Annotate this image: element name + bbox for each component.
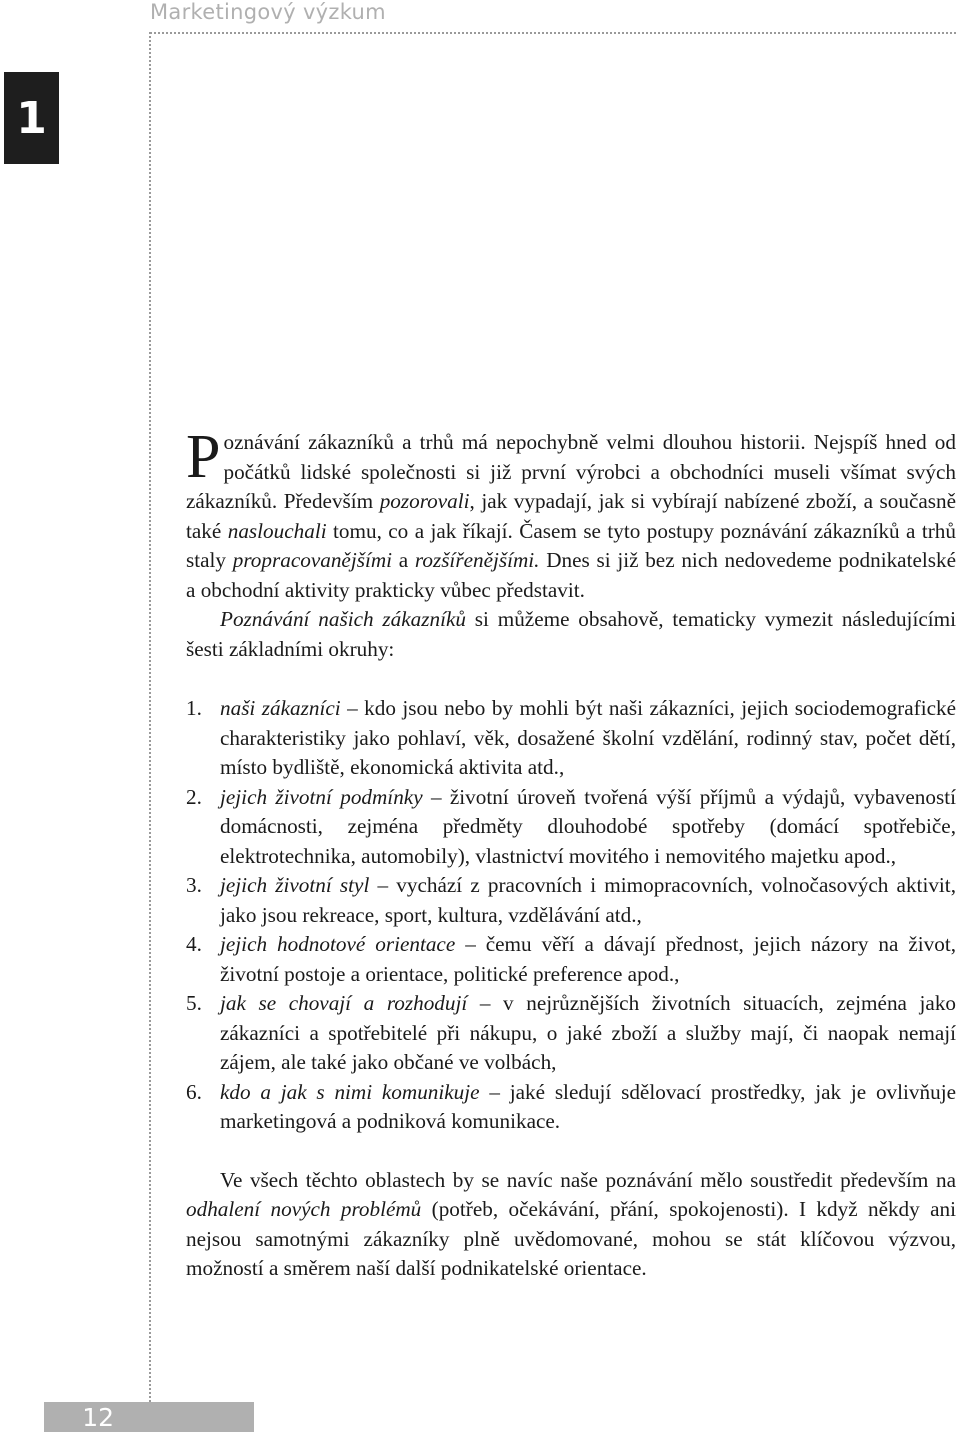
text-run: , jak vypadají, jak si vybírají nabízené zboží, a současně také [186, 489, 957, 543]
list-term: kdo a jak s nimi komunikuje [220, 1079, 480, 1104]
closing-paragraph [186, 1166, 956, 1284]
list-item [186, 783, 956, 872]
list-item [186, 871, 956, 930]
emphasis: propracovanějšími [232, 548, 393, 572]
text-run: oznávání zákazníků a trhů má nepochybně velmi dlouhou historii. Nejspíš hned od počátků lidské společnosti si již první výrobci a obchodníci museli všímat svých zákazníků. Především [186, 430, 956, 513]
emphasis: pozorovali [379, 489, 470, 513]
text-run: Ve všech těchto oblastech by se navíc naše poznávání mělo soustředit především na [220, 1167, 956, 1192]
list-item [186, 989, 956, 1078]
text-run: (potřeb, očekávání, přání, spokojenosti). I když někdy ani nejsou samotnými zákazníky plně uvědomované, mohou se stát klíčovou výzvou, možností a směrem naší další podnikatelské orientace. [186, 1197, 956, 1280]
topics-lead-paragraph [186, 605, 956, 664]
page-number-bar [44, 1402, 254, 1432]
list-number: 1. [186, 696, 202, 720]
text-run: Dnes si již bez nich nedovedeme podnikatelské a obchodní aktivity prakticky vůbec představit. [186, 548, 957, 602]
running-title: Marketingový výzkum [150, 0, 386, 24]
header-dotted-rule [150, 32, 956, 34]
list-term: jejich životní podmínky [220, 784, 423, 809]
emphasis: Poznávání našich zákazníků [220, 607, 466, 631]
list-term: jak se chovají a rozhodují [220, 991, 468, 1015]
list-item [186, 930, 956, 989]
list-text: – kdo jsou nebo by mohli být naši zákazníci, jejich sociodemografické charakteristiky jako pohlaví, věk, dosažené školní vzdělání, rodinný stav, počet dětí, místo bydliště, ekonomická aktivita atd., [220, 696, 956, 779]
list-term: jejich životní styl [220, 873, 370, 897]
list-number: 2. [186, 784, 202, 809]
list-text: – čemu věří a dávají přednost, jejich názory na život, životní postoje a orientace, politické preference apod., [220, 932, 956, 986]
list-number: 3. [186, 873, 202, 897]
list-term: naši zákazníci [220, 696, 341, 720]
list-term: jejich hodnotové orientace [220, 932, 456, 956]
list-item [186, 1078, 956, 1137]
list-text: – životní úroveň tvořená výší příjmů a výdajů, vybaveností domácnosti, zejména předměty dlouhodobé spotřeby (domácí spotřebiče, elektrotechnika, automobily), vlastnictví movitého i nemovitého majetku apod., [220, 784, 956, 868]
list-item [186, 694, 956, 783]
body-text [186, 423, 957, 1284]
list-text: – jaké sledují sdělovací prostředky, jak je ovlivňuje marketingová a podniková komunikace. [220, 1079, 956, 1133]
drop-cap: P [186, 423, 221, 491]
text-run: si můžeme obsahově, tematicky vymezit následujícími šesti základními okruhy: [186, 607, 956, 661]
page-number: 12 [82, 1403, 114, 1432]
list-number: 4. [186, 932, 202, 956]
intro-paragraph [186, 423, 957, 605]
chapter-number: 1 [16, 92, 47, 144]
emphasis: odhalení nových problémů [186, 1197, 422, 1221]
list-text: – v nejrůznějších životních situacích, zejména jako zákazníci a spotřebitelé při nákupu, o jaké zboží a služby mají, či naopak nemají zájem, ale také jako občané ve volbách, [220, 991, 957, 1074]
list-number: 5. [186, 991, 202, 1015]
list-text: – vychází z pracovních i mimopracovních, volnočasových aktivit, jako jsou rekreace, sport, kultura, vzdělávání atd., [220, 873, 956, 927]
chapter-marker [4, 72, 59, 164]
text-run: a [392, 548, 415, 572]
emphasis: rozšířenějšími. [414, 548, 540, 572]
topics-list [186, 694, 956, 1137]
text-run: tomu, co a jak říkají. Časem se tyto postupy poznávání zákazníků a trhů staly [186, 518, 956, 572]
list-number: 6. [186, 1079, 202, 1104]
emphasis: naslouchali [227, 518, 327, 543]
margin-dotted-rule [149, 32, 151, 1402]
